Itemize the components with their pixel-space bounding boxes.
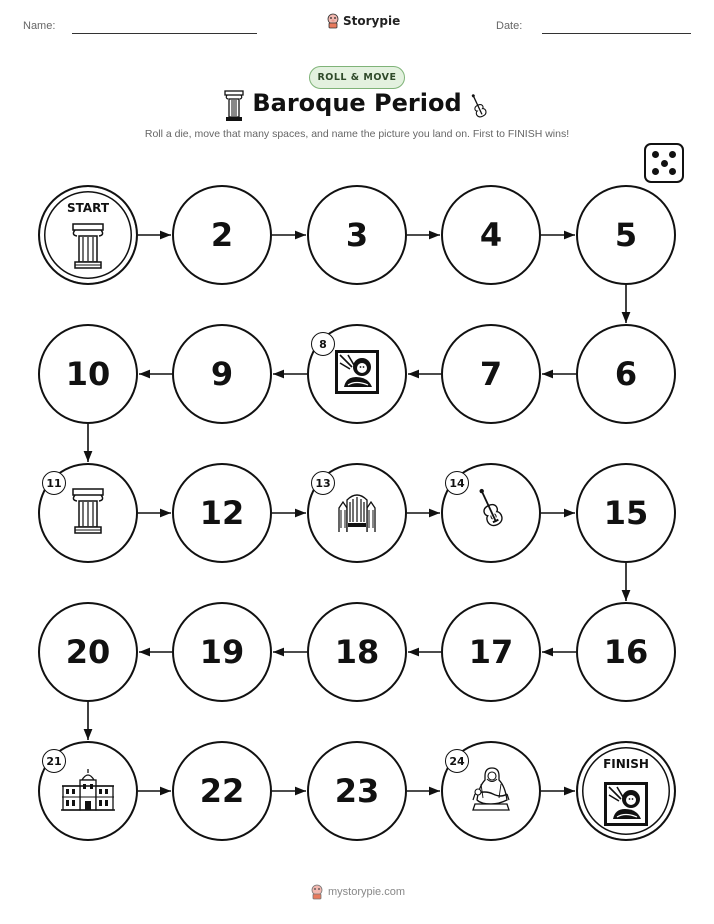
space-number: 19 — [199, 633, 245, 671]
page-title: Baroque Period — [252, 89, 462, 117]
board-space[interactable] — [38, 741, 138, 841]
column-icon — [71, 487, 105, 539]
space-number: 4 — [479, 216, 503, 254]
board-space[interactable] — [307, 602, 407, 702]
board-space[interactable] — [38, 324, 138, 424]
board-space[interactable] — [38, 463, 138, 563]
pieta-sculpture-icon — [469, 764, 513, 818]
finish-space[interactable] — [576, 741, 676, 841]
activity-badge: ROLL & MOVE — [309, 66, 405, 89]
board-space[interactable] — [576, 602, 676, 702]
start-label: START — [66, 201, 110, 215]
finish-label: FINISH — [603, 757, 649, 771]
board-space[interactable] — [576, 463, 676, 563]
space-number-tag: 11 — [42, 471, 66, 495]
space-number: 9 — [210, 355, 234, 393]
space-number: 3 — [345, 216, 369, 254]
space-number-tag: 13 — [311, 471, 335, 495]
space-number: 10 — [65, 355, 111, 393]
lion-icon — [603, 781, 649, 831]
board-space[interactable] — [441, 602, 541, 702]
board-space[interactable] — [441, 741, 541, 841]
start-space[interactable] — [38, 185, 138, 285]
board-space[interactable] — [576, 185, 676, 285]
board-space[interactable] — [441, 185, 541, 285]
space-number: 15 — [603, 494, 649, 532]
space-number: 6 — [614, 355, 638, 393]
space-number: 5 — [614, 216, 638, 254]
space-number-tag: 21 — [42, 749, 66, 773]
space-number: 7 — [479, 355, 503, 393]
brand-name: Storypie — [343, 14, 401, 28]
board-space[interactable] — [172, 463, 272, 563]
space-number: 20 — [65, 633, 111, 671]
board-space[interactable] — [441, 463, 541, 563]
space-number: 18 — [334, 633, 380, 671]
board-space[interactable] — [172, 741, 272, 841]
board-space[interactable] — [576, 324, 676, 424]
space-number: 23 — [334, 772, 380, 810]
footer-url[interactable]: mystorypie.com — [328, 886, 406, 898]
board-space[interactable] — [172, 185, 272, 285]
board-space[interactable] — [307, 185, 407, 285]
space-number: 2 — [210, 216, 234, 254]
space-number: 16 — [603, 633, 649, 671]
column-icon — [71, 222, 105, 274]
instructions: Roll a die, move that many spaces, and name the picture you land on. First to FINISH wins! — [144, 128, 570, 140]
palace-icon — [60, 766, 116, 816]
date-label: Date: — [496, 20, 523, 32]
board-space[interactable] — [441, 324, 541, 424]
lion-icon — [334, 349, 380, 399]
board-space[interactable] — [307, 324, 407, 424]
board-space[interactable] — [172, 602, 272, 702]
board-space[interactable] — [38, 602, 138, 702]
space-number-tag: 24 — [445, 749, 469, 773]
footer — [310, 884, 405, 900]
space-number-tag: 14 — [445, 471, 469, 495]
violin-icon — [474, 485, 508, 541]
board-space[interactable] — [172, 324, 272, 424]
space-number: 12 — [199, 494, 245, 532]
space-number-tag: 8 — [311, 332, 335, 356]
pipe-organ-icon — [335, 488, 379, 538]
board-space[interactable] — [307, 463, 407, 563]
board-space[interactable] — [307, 741, 407, 841]
space-number: 22 — [199, 772, 245, 810]
pig-mascot-icon — [310, 884, 324, 900]
space-number: 17 — [468, 633, 514, 671]
name-label: Name: — [23, 20, 56, 32]
